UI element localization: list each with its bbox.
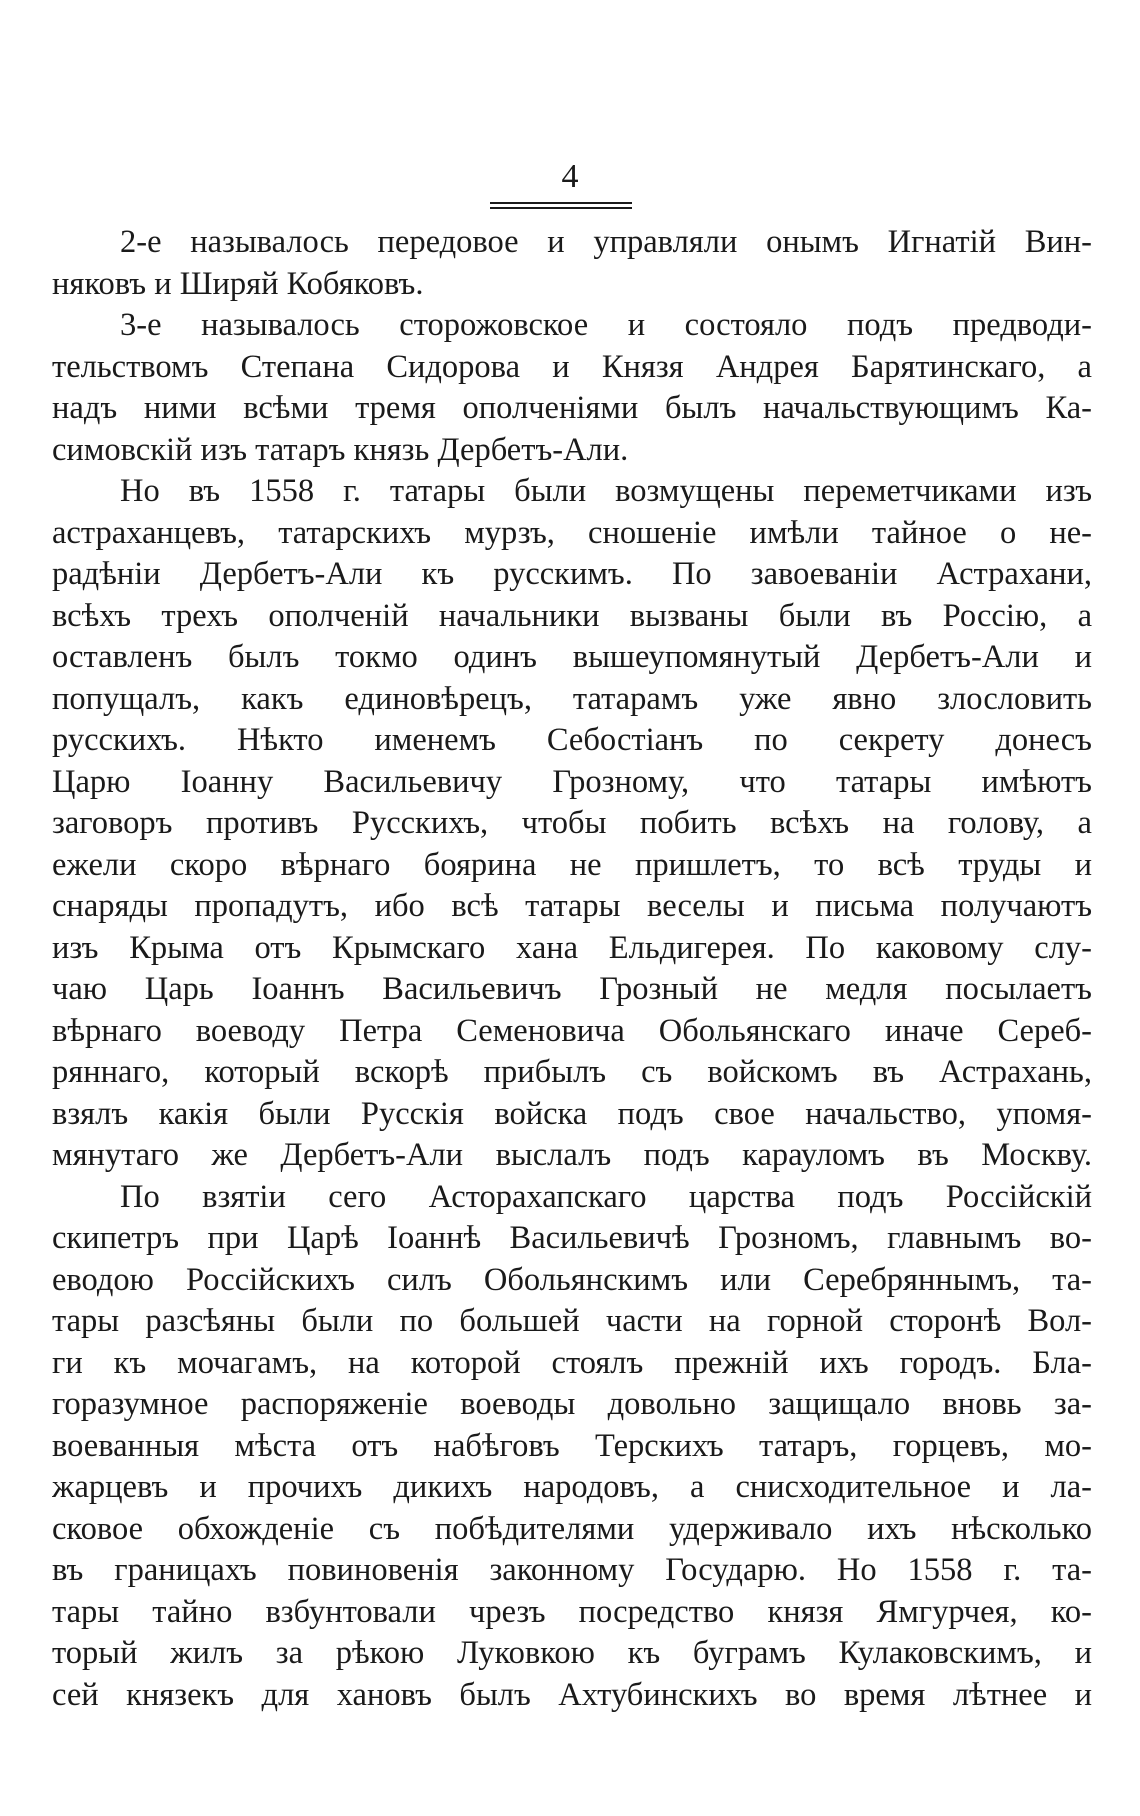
text-line: мянутаго же Дербетъ-Али выслалъ подъ карауломъ въ Москву. — [52, 1137, 1092, 1173]
text-line: попущалъ, какъ единовѣрецъ, татарамъ уже явно злословить — [52, 680, 1092, 717]
text-line: Царю Іоанну Васильевичу Грозному, что татары имѣютъ — [52, 763, 1092, 800]
text-line: въ границахъ повиновенія законному Государю. Но 1558 г. та- — [52, 1552, 1092, 1588]
text-line: еводою Россійскихъ силъ Обольянскимъ или Серебряннымъ, та- — [52, 1261, 1092, 1298]
text-line: радѣніи Дербетъ-Али къ русскимъ. По завоеваніи Астрахани, — [52, 556, 1092, 592]
text-line: вѣрнаго воеводу Петра Семеновича Обольянскаго иначе Сереб- — [52, 1012, 1092, 1049]
text-line: торый жилъ за рѣкою Луковкою къ буграмъ Кулаковскимъ, и — [52, 1635, 1092, 1671]
body-text — [52, 222, 1092, 1716]
page-number: 4 — [561, 158, 579, 195]
text-line: ежели скоро вѣрнаго боярина не пришлетъ, то всѣ труды и — [52, 846, 1092, 883]
text-line: всѣхъ трехъ ополченій начальники вызваны были въ Россію, а — [52, 597, 1092, 634]
text-line: оставленъ былъ токмо одинъ вышеупомянутый Дербетъ-Али и — [52, 639, 1092, 675]
text-line: тары тайно взбунтовали чрезъ посредство князя Ямгурчея, ко- — [52, 1593, 1092, 1630]
text-line: горазумное распоряженіе воеводы довольно защищало вновь за- — [52, 1386, 1092, 1422]
text-line: чаю Царь Іоаннъ Васильевичъ Грозный не медля посылаетъ — [52, 971, 1092, 1007]
text-line: тельствомъ Степана Сидорова и Князя Андрея Барятинскаго, а — [52, 348, 1092, 385]
text-line: жарцевъ и прочихъ дикихъ народовъ, а снисходительное и ла- — [52, 1469, 1092, 1505]
page-number-rule — [490, 202, 632, 204]
text-line: скипетръ при Царѣ Іоаннѣ Васильевичѣ Грозномъ, главнымъ во- — [52, 1220, 1092, 1256]
text-line: надъ ними всѣми тремя ополченіями былъ начальствующимъ Ка- — [52, 390, 1092, 426]
text-line: заговоръ противъ Русскихъ, чтобы побить всѣхъ на голову, а — [52, 805, 1092, 841]
text-line: изъ Крыма отъ Крымскаго хана Ельдигерея. По каковому слу- — [52, 929, 1092, 966]
text-line: 3-е называлось сторожовское и состояло подъ предводи- — [120, 307, 1092, 343]
text-line: снаряды пропадутъ, ибо всѣ татары веселы и письма получаютъ — [52, 888, 1092, 924]
text-line: астраханцевъ, татарскихъ мурзъ, сношеніе имѣли тайное о не- — [52, 514, 1092, 551]
text-line: тары разсѣяны были по большей части на горной сторонѣ Вол- — [52, 1303, 1092, 1339]
text-line: ги къ мочагамъ, на которой стоялъ прежній ихъ городъ. Бла- — [52, 1344, 1092, 1381]
page-number-block — [0, 158, 1140, 196]
text-line: воеванныя мѣста отъ набѣговъ Терскихъ татаръ, горцевъ, мо- — [52, 1427, 1092, 1464]
text-line: ряннаго, который вскорѣ прибылъ съ войскомъ въ Астрахань, — [52, 1054, 1092, 1090]
text-line: русскихъ. Нѣкто именемъ Себостіанъ по секрету донесъ — [52, 722, 1092, 758]
text-line: сей князекъ для хановъ былъ Ахтубинскихъ во время лѣтнее и — [52, 1676, 1092, 1713]
text-line: взялъ какія были Русскія войска подъ свое начальство, упомя- — [52, 1095, 1092, 1132]
text-line: Но въ 1558 г. татары были возмущены переметчиками изъ — [120, 473, 1092, 509]
text-line: сковое обхожденіе съ побѣдителями удерживало ихъ нѣсколько — [52, 1510, 1092, 1547]
text-line: 2-е называлось передовое и управляли онымъ Игнатій Вин- — [120, 224, 1092, 260]
text-line: няковъ и Ширяй Кобяковъ. — [52, 265, 424, 302]
text-line: симовскій изъ татаръ князь Дербетъ-Али. — [52, 431, 629, 468]
page-number-rule-second — [490, 207, 632, 209]
text-line: По взятіи сего Асторахапскаго царства подъ Россійскій — [120, 1178, 1092, 1215]
